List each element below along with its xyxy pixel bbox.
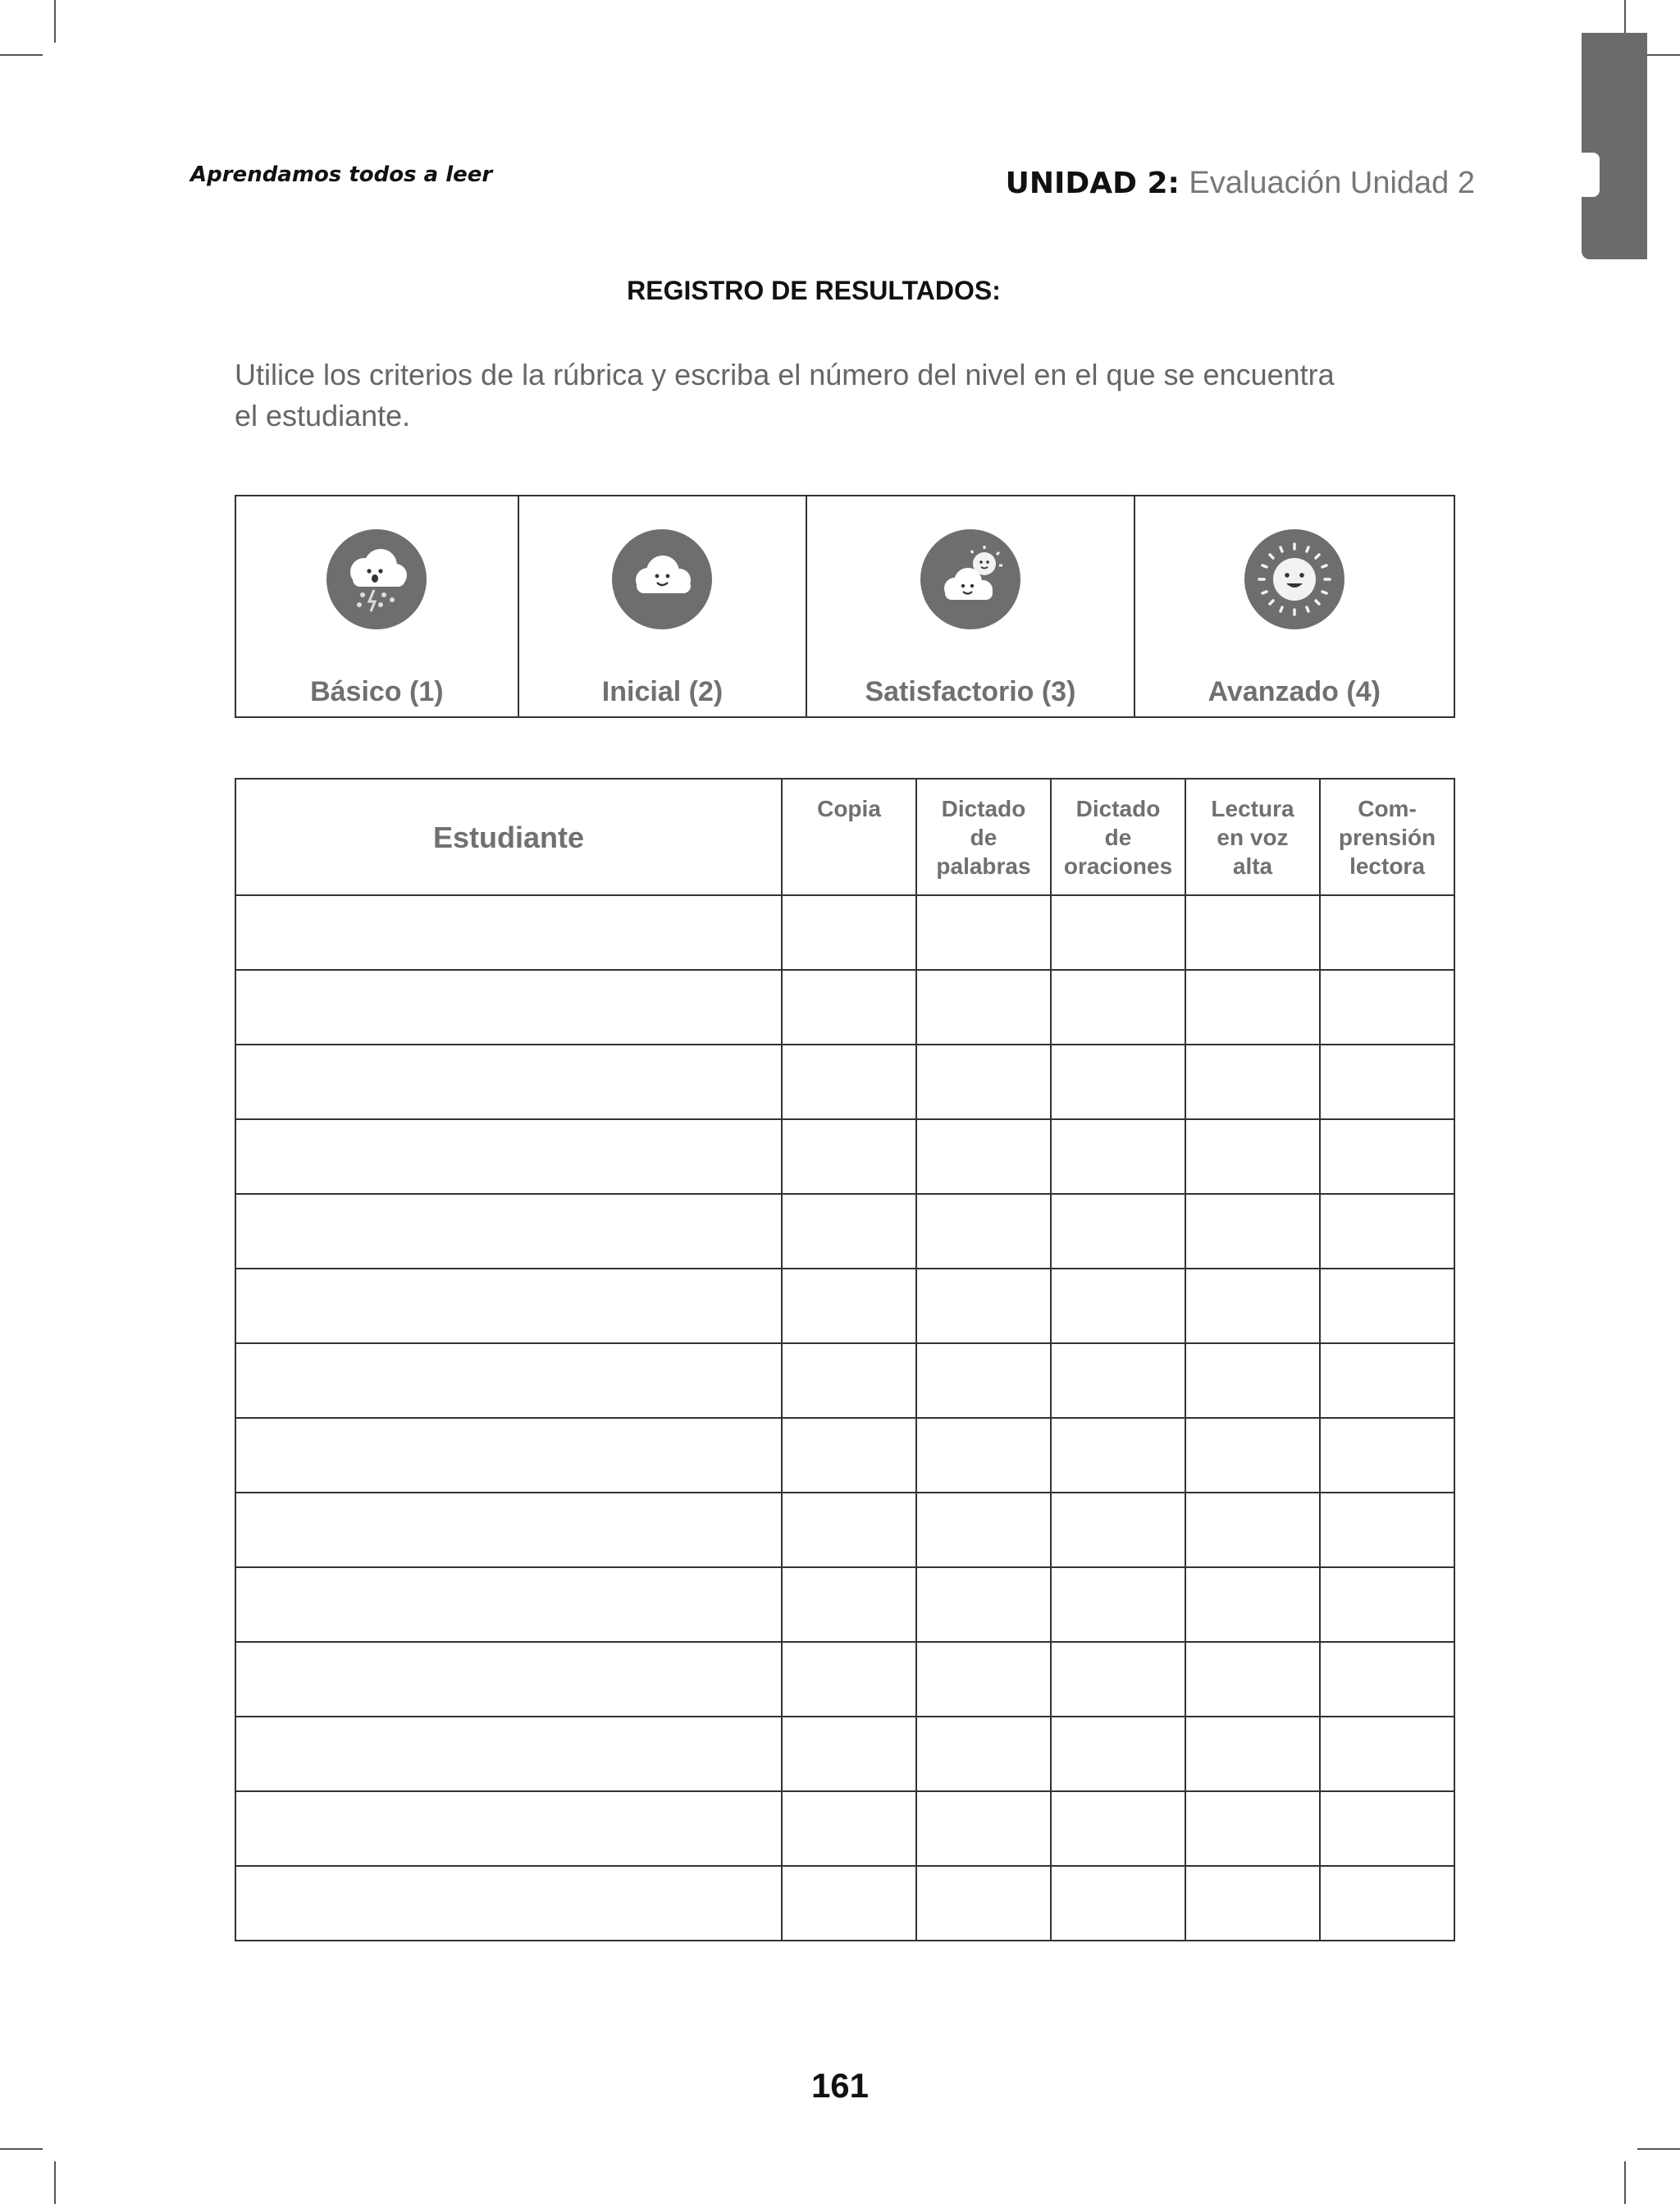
table-row — [235, 1119, 1454, 1194]
level-avanzado — [1134, 496, 1454, 717]
student-name-cell[interactable] — [235, 1418, 782, 1493]
score-cell[interactable] — [1051, 1045, 1185, 1119]
table-row — [235, 1717, 1454, 1791]
student-name-cell[interactable] — [235, 1493, 782, 1567]
student-name-cell[interactable] — [235, 1567, 782, 1642]
student-name-cell[interactable] — [235, 1717, 782, 1791]
level-label: Básico (1) — [310, 676, 444, 707]
level-legend — [235, 495, 1455, 718]
student-name-cell[interactable] — [235, 1791, 782, 1866]
crop-mark — [54, 0, 56, 43]
score-cell[interactable] — [1320, 1717, 1454, 1791]
column-header-line: Dictado — [1075, 796, 1161, 821]
score-cell[interactable] — [1320, 895, 1454, 970]
score-cell[interactable] — [1320, 1119, 1454, 1194]
level-basico — [235, 496, 518, 717]
column-header-line: Lectura — [1211, 796, 1294, 821]
score-cell[interactable] — [782, 1418, 916, 1493]
score-cell[interactable] — [1051, 1418, 1185, 1493]
score-cell[interactable] — [1185, 1045, 1320, 1119]
score-cell[interactable] — [916, 1343, 1051, 1418]
crop-mark — [54, 2161, 56, 2204]
score-cell[interactable] — [1185, 1717, 1320, 1791]
level-label: Inicial (2) — [601, 676, 724, 707]
table-row — [235, 1418, 1454, 1493]
score-cell[interactable] — [916, 895, 1051, 970]
score-cell[interactable] — [916, 1269, 1051, 1343]
column-header-line: prensión — [1338, 825, 1436, 850]
table-row — [235, 1642, 1454, 1717]
score-cell[interactable] — [1185, 1269, 1320, 1343]
score-cell[interactable] — [1051, 1567, 1185, 1642]
column-header-line: palabras — [936, 853, 1031, 879]
instructions — [235, 354, 1399, 437]
table-row — [235, 970, 1454, 1045]
score-cell[interactable] — [1320, 1194, 1454, 1269]
score-cell[interactable] — [1320, 1866, 1454, 1941]
column-header-line: en voz — [1217, 825, 1289, 850]
column-header-line: oraciones — [1063, 853, 1173, 879]
score-cell[interactable] — [1051, 1343, 1185, 1418]
score-cell[interactable] — [782, 1194, 916, 1269]
page-number: 161 — [810, 2066, 870, 2105]
student-name-cell[interactable] — [235, 1045, 782, 1119]
score-cell[interactable] — [1320, 1343, 1454, 1418]
score-cell[interactable] — [1051, 1717, 1185, 1791]
score-cell[interactable] — [782, 1642, 916, 1717]
storm-cloud-icon — [326, 529, 427, 629]
score-cell[interactable] — [916, 1642, 1051, 1717]
student-name-cell[interactable] — [235, 895, 782, 970]
score-cell[interactable] — [782, 895, 916, 970]
sun-icon — [1244, 529, 1344, 629]
score-cell[interactable] — [1320, 1791, 1454, 1866]
score-cell[interactable] — [916, 1791, 1051, 1866]
score-cell[interactable] — [782, 1791, 916, 1866]
score-cell[interactable] — [916, 1493, 1051, 1567]
score-cell[interactable] — [1051, 895, 1185, 970]
score-cell[interactable] — [782, 1717, 916, 1791]
score-cell[interactable] — [782, 1493, 916, 1567]
column-header-dictado-oraciones — [1051, 779, 1185, 895]
column-header-line: alta — [1232, 853, 1273, 879]
student-name-cell[interactable] — [235, 1194, 782, 1269]
score-cell[interactable] — [1320, 1567, 1454, 1642]
score-cell[interactable] — [916, 1194, 1051, 1269]
results-table — [235, 778, 1455, 1941]
score-cell[interactable] — [1185, 1493, 1320, 1567]
crop-mark — [1637, 2148, 1680, 2150]
score-cell[interactable] — [1320, 1269, 1454, 1343]
student-name-cell[interactable] — [235, 1642, 782, 1717]
score-cell[interactable] — [1051, 970, 1185, 1045]
score-cell[interactable] — [1185, 1119, 1320, 1194]
table-row — [235, 1269, 1454, 1343]
score-cell[interactable] — [1051, 1194, 1185, 1269]
table-row — [235, 1194, 1454, 1269]
student-name-cell[interactable] — [235, 970, 782, 1045]
score-cell[interactable] — [1051, 1119, 1185, 1194]
column-header-lectura-voz-alta — [1185, 779, 1320, 895]
student-name-cell[interactable] — [235, 1269, 782, 1343]
score-cell[interactable] — [782, 1343, 916, 1418]
column-header-line: Dictado — [941, 796, 1026, 821]
column-header-line: Copia — [817, 796, 881, 821]
score-cell[interactable] — [1320, 1642, 1454, 1717]
score-cell[interactable] — [1185, 970, 1320, 1045]
unit-label: UNIDAD 2: — [1005, 167, 1180, 200]
score-cell[interactable] — [782, 1269, 916, 1343]
unit-header — [1006, 166, 1475, 201]
score-cell[interactable] — [916, 1717, 1051, 1791]
unit-title: Evaluación Unidad 2 — [1189, 166, 1475, 200]
results-header-row — [235, 779, 1454, 895]
results-table-body — [235, 895, 1454, 1941]
table-row — [235, 1791, 1454, 1866]
column-header-copia — [782, 779, 916, 895]
score-cell[interactable] — [782, 1866, 916, 1941]
score-cell[interactable] — [1320, 1493, 1454, 1567]
score-cell[interactable] — [916, 970, 1051, 1045]
level-label: Avanzado (4) — [1208, 676, 1381, 707]
level-inicial — [518, 496, 807, 717]
column-header-comprension-lectora — [1320, 779, 1454, 895]
crop-mark — [0, 2148, 43, 2150]
column-header-line: Com- — [1358, 796, 1417, 821]
score-cell[interactable] — [916, 1866, 1051, 1941]
table-row — [235, 1343, 1454, 1418]
sun-behind-cloud-icon — [920, 529, 1020, 629]
score-cell[interactable] — [1185, 1343, 1320, 1418]
score-cell[interactable] — [1185, 1791, 1320, 1866]
instructions-line-2: el estudiante. — [235, 399, 411, 432]
score-cell[interactable] — [1185, 1567, 1320, 1642]
score-cell[interactable] — [1185, 1642, 1320, 1717]
score-cell[interactable] — [916, 1567, 1051, 1642]
table-row — [235, 1045, 1454, 1119]
score-cell[interactable] — [1051, 1269, 1185, 1343]
student-column-header: Estudiante — [235, 779, 782, 895]
score-cell[interactable] — [782, 1045, 916, 1119]
score-cell[interactable] — [916, 1045, 1051, 1119]
section-title: REGISTRO DE RESULTADOS: — [627, 276, 1001, 305]
instructions-line-1: Utilice los criterios de la rúbrica y escriba el número del nivel en el que se encuentra — [235, 358, 1335, 391]
score-cell[interactable] — [1185, 1866, 1320, 1941]
score-cell[interactable] — [1051, 1866, 1185, 1941]
score-cell[interactable] — [1320, 970, 1454, 1045]
student-name-cell[interactable] — [235, 1119, 782, 1194]
table-row — [235, 1493, 1454, 1567]
score-cell[interactable] — [782, 970, 916, 1045]
column-header-line: lectora — [1349, 853, 1425, 879]
student-name-cell[interactable] — [235, 1343, 782, 1418]
score-cell[interactable] — [782, 1119, 916, 1194]
score-cell[interactable] — [1320, 1045, 1454, 1119]
level-label: Satisfactorio (3) — [865, 676, 1076, 707]
column-header-line: de — [1104, 825, 1132, 850]
crop-mark — [0, 54, 43, 56]
score-cell[interactable] — [782, 1567, 916, 1642]
score-cell[interactable] — [1051, 1642, 1185, 1717]
table-row — [235, 895, 1454, 970]
crop-mark — [1624, 2161, 1626, 2204]
score-cell[interactable] — [1051, 1493, 1185, 1567]
column-header-line: de — [970, 825, 998, 850]
score-cell[interactable] — [1051, 1791, 1185, 1866]
level-satisfactorio — [806, 496, 1134, 717]
score-cell[interactable] — [916, 1418, 1051, 1493]
table-row — [235, 1567, 1454, 1642]
student-name-cell[interactable] — [235, 1866, 782, 1941]
book-title: Aprendamos todos a leer — [190, 162, 493, 187]
cloud-icon — [612, 529, 712, 629]
score-cell[interactable] — [1185, 1194, 1320, 1269]
column-header-dictado-palabras — [916, 779, 1051, 895]
chapter-tab-notch — [1582, 153, 1600, 197]
score-cell[interactable] — [1320, 1418, 1454, 1493]
chapter-tab — [1582, 33, 1647, 259]
score-cell[interactable] — [916, 1119, 1051, 1194]
table-row — [235, 1866, 1454, 1941]
score-cell[interactable] — [1185, 895, 1320, 970]
score-cell[interactable] — [1185, 1418, 1320, 1493]
